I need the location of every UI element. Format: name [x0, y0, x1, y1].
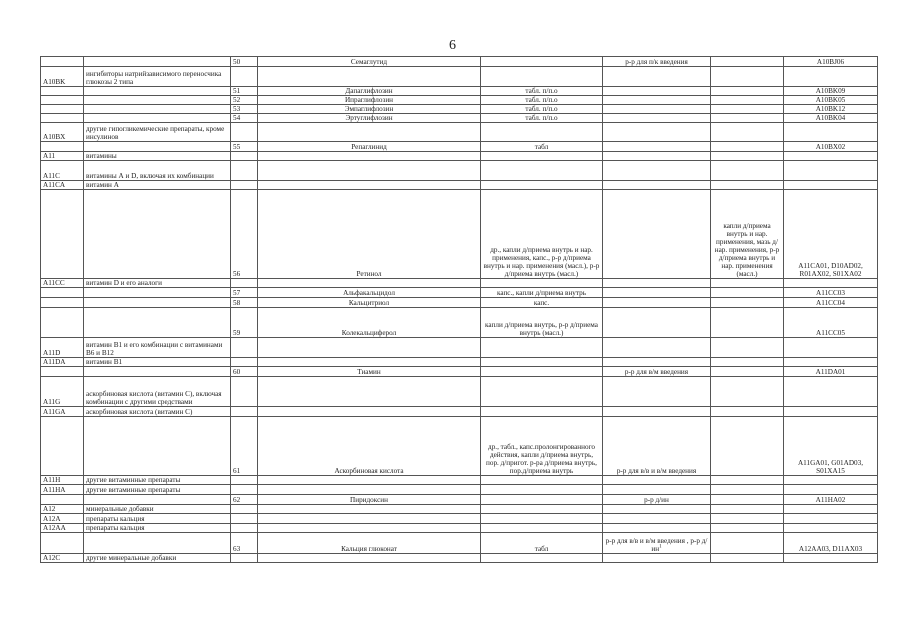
row-number-cell: 56	[231, 190, 258, 279]
drug-name-cell: Аскорбиновая кислота	[258, 417, 481, 476]
dosage-forms-cell: капли д/приема внутрь, р-р д/приема внутрь (масл.)	[481, 308, 603, 338]
atc-code-cell	[784, 505, 878, 514]
atc-group-code-cell: A11HA	[41, 485, 84, 495]
injection-forms-cell	[603, 123, 711, 142]
table-row	[41, 495, 878, 505]
atc-code-cell	[784, 377, 878, 407]
row-number-cell: 61	[231, 417, 258, 476]
group-name-cell	[84, 288, 231, 298]
table-row	[41, 377, 878, 407]
drug-name-cell	[258, 67, 481, 87]
atc-group-code-cell	[41, 190, 84, 279]
topical-forms-cell	[711, 554, 784, 563]
group-name-cell: ингибиторы натрийзависимого переносчика глюкозы 2 типа	[84, 67, 231, 87]
drug-name-cell: Кальцитриол	[258, 298, 481, 308]
group-name-cell: витамин D и его аналоги	[84, 279, 231, 288]
dosage-forms-cell	[481, 152, 603, 161]
injection-forms-cell	[603, 485, 711, 495]
dosage-forms-cell	[481, 554, 603, 563]
atc-group-code-cell: A11H	[41, 476, 84, 485]
injection-forms-cell	[603, 298, 711, 308]
dosage-forms-cell	[481, 377, 603, 407]
row-number-cell: 59	[231, 308, 258, 338]
atc-code-cell: A11CC04	[784, 298, 878, 308]
topical-forms-cell	[711, 524, 784, 533]
row-number-cell	[231, 514, 258, 524]
topical-forms-cell	[711, 407, 784, 417]
drug-name-cell	[258, 514, 481, 524]
injection-forms-cell	[603, 181, 711, 190]
atc-code-cell	[784, 161, 878, 181]
table-row	[41, 338, 878, 358]
dosage-forms-cell	[481, 279, 603, 288]
atc-group-code-cell: A10BK	[41, 67, 84, 87]
injection-forms-cell	[603, 161, 711, 181]
table-row	[41, 308, 878, 338]
group-name-cell: витамины А и D, включая их комбинации	[84, 161, 231, 181]
injection-forms-cell	[603, 407, 711, 417]
dosage-forms-cell: др., капли д/приема внутрь и нар. применения, капс., р-р д/приема внутрь и нар. применения (масл.), р-р д/приема внутрь (масл.)	[481, 190, 603, 279]
dosage-forms-cell	[481, 358, 603, 367]
atc-group-code-cell	[41, 57, 84, 67]
injection-forms-cell: р-р для п/к введения	[603, 57, 711, 67]
group-name-cell: аскорбиновая кислота (витамин С), включая комбинации с другими средствами	[84, 377, 231, 407]
topical-forms-cell	[711, 308, 784, 338]
atc-code-cell	[784, 485, 878, 495]
table-row	[41, 533, 878, 554]
row-number-cell	[231, 505, 258, 514]
table-row	[41, 505, 878, 514]
atc-group-code-cell: A11C	[41, 161, 84, 181]
atc-group-code-cell	[41, 105, 84, 114]
drug-name-cell: Эмпаглифлозин	[258, 105, 481, 114]
topical-forms-cell	[711, 417, 784, 476]
topical-forms-cell	[711, 123, 784, 142]
topical-forms-cell	[711, 57, 784, 67]
atc-group-code-cell: A11DA	[41, 358, 84, 367]
dosage-forms-cell	[481, 505, 603, 514]
group-name-cell	[84, 142, 231, 152]
table-row	[41, 152, 878, 161]
group-name-cell	[84, 190, 231, 279]
topical-forms-cell	[711, 67, 784, 87]
drug-name-cell: Репаглинид	[258, 142, 481, 152]
injection-forms-cell	[603, 476, 711, 485]
row-number-cell: 53	[231, 105, 258, 114]
row-number-cell	[231, 67, 258, 87]
row-number-cell	[231, 181, 258, 190]
atc-group-code-cell	[41, 114, 84, 123]
injection-forms-cell	[603, 288, 711, 298]
table-row	[41, 524, 878, 533]
atc-code-cell	[784, 152, 878, 161]
dosage-forms-cell: табл. п/п.о	[481, 87, 603, 96]
drug-name-cell	[258, 161, 481, 181]
row-number-cell	[231, 161, 258, 181]
drug-name-cell	[258, 338, 481, 358]
table-row	[41, 105, 878, 114]
injection-forms-cell: р-р д/ин	[603, 495, 711, 505]
row-number-cell: 57	[231, 288, 258, 298]
atc-group-code-cell: A11CC	[41, 279, 84, 288]
drug-name-cell: Ипраглифлозин	[258, 96, 481, 105]
injection-forms-cell: р-р для в/м введения	[603, 367, 711, 377]
drug-name-cell: Семаглутид	[258, 57, 481, 67]
dosage-forms-cell: др., табл., капс.пролонгированного действия, капли д/приема внутрь, пор. д/пригот. р-ра д/приема внутрь, пор.д/приема внутрь	[481, 417, 603, 476]
injection-forms-cell	[603, 105, 711, 114]
dosage-forms-cell: табл. п/п.о	[481, 114, 603, 123]
row-number-cell	[231, 123, 258, 142]
atc-group-code-cell: A12AA	[41, 524, 84, 533]
topical-forms-cell	[711, 514, 784, 524]
atc-code-cell	[784, 407, 878, 417]
drug-name-cell: Ретинол	[258, 190, 481, 279]
table-row	[41, 407, 878, 417]
injection-forms-cell	[603, 190, 711, 279]
injection-forms-cell	[603, 96, 711, 105]
topical-forms-cell	[711, 279, 784, 288]
group-name-cell: аскорбиновая кислота (витамин С)	[84, 407, 231, 417]
atc-code-cell: A11CC05	[784, 308, 878, 338]
drug-name-cell	[258, 476, 481, 485]
drug-name-cell: Тиамин	[258, 367, 481, 377]
topical-forms-cell	[711, 96, 784, 105]
atc-group-code-cell	[41, 288, 84, 298]
row-number-cell: 62	[231, 495, 258, 505]
table-row	[41, 367, 878, 377]
injection-forms-cell	[603, 87, 711, 96]
group-name-cell: другие витаминные препараты	[84, 476, 231, 485]
atc-code-cell: A10BX02	[784, 142, 878, 152]
table-row	[41, 298, 878, 308]
row-number-cell: 58	[231, 298, 258, 308]
atc-group-code-cell	[41, 495, 84, 505]
topical-forms-cell	[711, 298, 784, 308]
injection-forms-cell	[603, 377, 711, 407]
drug-name-cell	[258, 181, 481, 190]
table-row	[41, 87, 878, 96]
topical-forms-cell	[711, 495, 784, 505]
drug-table	[40, 56, 878, 563]
drug-name-cell: Альфакальцидол	[258, 288, 481, 298]
dosage-forms-cell	[481, 367, 603, 377]
row-number-cell	[231, 554, 258, 563]
atc-group-code-cell	[41, 298, 84, 308]
atc-code-cell	[784, 514, 878, 524]
group-name-cell	[84, 533, 231, 554]
row-number-cell	[231, 377, 258, 407]
dosage-forms-cell	[481, 514, 603, 524]
group-name-cell: другие минеральные добавки	[84, 554, 231, 563]
drug-name-cell	[258, 358, 481, 367]
table-row	[41, 114, 878, 123]
atc-code-cell	[784, 67, 878, 87]
topical-forms-cell	[711, 476, 784, 485]
drug-name-cell: Колекальциферол	[258, 308, 481, 338]
group-name-cell	[84, 308, 231, 338]
atc-code-cell: A12AA03, D11AX03	[784, 533, 878, 554]
topical-forms-cell	[711, 152, 784, 161]
topical-forms-cell	[711, 505, 784, 514]
topical-forms-cell	[711, 367, 784, 377]
group-name-cell: витамин А	[84, 181, 231, 190]
table-row	[41, 181, 878, 190]
table-row	[41, 96, 878, 105]
group-name-cell	[84, 87, 231, 96]
atc-code-cell: A11GA01, G01AD03, S01XA15	[784, 417, 878, 476]
atc-code-cell	[784, 338, 878, 358]
table-row	[41, 514, 878, 524]
topical-forms-cell	[711, 485, 784, 495]
atc-group-code-cell: A12A	[41, 514, 84, 524]
atc-code-cell: A10BK04	[784, 114, 878, 123]
topical-forms-cell	[711, 533, 784, 554]
row-number-cell: 54	[231, 114, 258, 123]
group-name-cell	[84, 417, 231, 476]
atc-code-cell	[784, 554, 878, 563]
injection-forms-cell: р-р для в/в и в/м введения	[603, 417, 711, 476]
atc-code-cell	[784, 279, 878, 288]
atc-group-code-cell	[41, 367, 84, 377]
topical-forms-cell	[711, 142, 784, 152]
topical-forms-cell	[711, 377, 784, 407]
atc-group-code-cell: A11	[41, 152, 84, 161]
atc-group-code-cell	[41, 417, 84, 476]
table-row	[41, 476, 878, 485]
row-number-cell	[231, 407, 258, 417]
dosage-forms-cell	[481, 57, 603, 67]
row-number-cell: 55	[231, 142, 258, 152]
row-number-cell: 60	[231, 367, 258, 377]
dosage-forms-cell	[481, 495, 603, 505]
injection-forms-cell	[603, 358, 711, 367]
table-row	[41, 67, 878, 87]
group-name-cell: другие витаминные препараты	[84, 485, 231, 495]
atc-group-code-cell	[41, 96, 84, 105]
dosage-forms-cell	[481, 161, 603, 181]
footnote-marker: 1	[659, 544, 662, 550]
topical-forms-cell	[711, 288, 784, 298]
drug-name-cell	[258, 377, 481, 407]
injection-forms-cell: р-р для в/в и в/м введения , р-р $д/ин^1$	[603, 533, 711, 554]
group-name-cell	[84, 114, 231, 123]
injection-forms-cell	[603, 338, 711, 358]
row-number-cell: 52	[231, 96, 258, 105]
drug-name-cell	[258, 505, 481, 514]
page-number: 6	[449, 38, 456, 53]
topical-forms-cell	[711, 181, 784, 190]
drug-name-cell	[258, 554, 481, 563]
injection-forms-cell	[603, 514, 711, 524]
row-number-cell	[231, 485, 258, 495]
dosage-forms-cell: капс., капли д/приема внутрь	[481, 288, 603, 298]
table-row	[41, 288, 878, 298]
atc-code-cell: A11HA02	[784, 495, 878, 505]
drug-name-cell: Эртуглифлозин	[258, 114, 481, 123]
atc-code-cell	[784, 476, 878, 485]
atc-code-cell: A11CA01, D10AD02, R01AX02, S01XA02	[784, 190, 878, 279]
atc-group-code-cell: A12	[41, 505, 84, 514]
atc-group-code-cell	[41, 533, 84, 554]
dosage-forms-cell	[481, 407, 603, 417]
row-number-cell	[231, 152, 258, 161]
group-name-cell: препараты кальция	[84, 524, 231, 533]
injection-forms-cell	[603, 279, 711, 288]
drug-name-cell	[258, 279, 481, 288]
dosage-forms-cell: табл	[481, 142, 603, 152]
table-row	[41, 485, 878, 495]
table-row	[41, 142, 878, 152]
atc-group-code-cell: A10BX	[41, 123, 84, 142]
row-number-cell	[231, 524, 258, 533]
drug-name-cell: Дапаглифлозин	[258, 87, 481, 96]
drug-name-cell	[258, 407, 481, 417]
atc-group-code-cell: A11CA	[41, 181, 84, 190]
injection-forms-cell	[603, 114, 711, 123]
row-number-cell: 63	[231, 533, 258, 554]
table-body	[41, 57, 878, 563]
group-name-cell	[84, 298, 231, 308]
atc-code-cell: A11DA01	[784, 367, 878, 377]
atc-code-cell	[784, 358, 878, 367]
group-name-cell: витамины	[84, 152, 231, 161]
row-number-cell	[231, 338, 258, 358]
injection-forms-cell	[603, 67, 711, 87]
row-number-cell	[231, 279, 258, 288]
group-name-cell	[84, 57, 231, 67]
table-row	[41, 190, 878, 279]
topical-forms-cell	[711, 161, 784, 181]
drug-name-cell	[258, 123, 481, 142]
atc-code-cell	[784, 123, 878, 142]
topical-forms-cell	[711, 105, 784, 114]
group-name-cell	[84, 367, 231, 377]
group-name-cell: витамин В1 и его комбинации с витаминами В6 и В12	[84, 338, 231, 358]
atc-group-code-cell: A12C	[41, 554, 84, 563]
table-row	[41, 554, 878, 563]
group-name-cell: минеральные добавки	[84, 505, 231, 514]
table-row	[41, 279, 878, 288]
injection-forms-cell	[603, 152, 711, 161]
group-name-cell	[84, 96, 231, 105]
dosage-forms-cell: табл	[481, 533, 603, 554]
row-number-cell	[231, 358, 258, 367]
injection-forms-cell	[603, 524, 711, 533]
drug-name-cell	[258, 524, 481, 533]
topical-forms-cell: капли д/приема внутрь и нар. применения, мазь д/нар. применения, р-р д/приема внутрь и нар. применения (масл.)	[711, 190, 784, 279]
dosage-forms-cell: табл. п/п.о	[481, 96, 603, 105]
atc-code-cell: A10BK09	[784, 87, 878, 96]
drug-name-cell: Кальция глюконат	[258, 533, 481, 554]
atc-code-cell: A11CC03	[784, 288, 878, 298]
atc-code-cell: A10BJ06	[784, 57, 878, 67]
group-name-cell: другие гипогликемические препараты, кроме инсулинов	[84, 123, 231, 142]
row-number-cell: 50	[231, 57, 258, 67]
table-row	[41, 161, 878, 181]
injection-forms-cell	[603, 505, 711, 514]
dosage-forms-cell	[481, 181, 603, 190]
table-row	[41, 358, 878, 367]
group-name-cell: витамин В1	[84, 358, 231, 367]
table-row	[41, 417, 878, 476]
atc-group-code-cell: A11D	[41, 338, 84, 358]
group-name-cell	[84, 105, 231, 114]
row-number-cell	[231, 476, 258, 485]
dosage-forms-cell	[481, 123, 603, 142]
atc-code-cell	[784, 181, 878, 190]
injection-forms-cell	[603, 142, 711, 152]
drug-name-cell	[258, 485, 481, 495]
dosage-forms-cell	[481, 338, 603, 358]
dosage-forms-cell	[481, 67, 603, 87]
dosage-forms-cell: капс.	[481, 298, 603, 308]
atc-code-cell: A10BK12	[784, 105, 878, 114]
topical-forms-cell	[711, 338, 784, 358]
group-name-cell	[84, 495, 231, 505]
dosage-forms-cell	[481, 524, 603, 533]
atc-group-code-cell: A11G	[41, 377, 84, 407]
group-name-cell: препараты кальция	[84, 514, 231, 524]
atc-group-code-cell	[41, 142, 84, 152]
atc-group-code-cell	[41, 308, 84, 338]
table-row	[41, 123, 878, 142]
table-row	[41, 57, 878, 67]
injection-forms-cell	[603, 308, 711, 338]
drug-name-cell	[258, 152, 481, 161]
topical-forms-cell	[711, 114, 784, 123]
row-number-cell: 51	[231, 87, 258, 96]
dosage-forms-cell	[481, 476, 603, 485]
atc-code-cell: A10BK05	[784, 96, 878, 105]
atc-group-code-cell: A11GA	[41, 407, 84, 417]
topical-forms-cell	[711, 87, 784, 96]
atc-code-cell	[784, 524, 878, 533]
injection-forms-cell	[603, 554, 711, 563]
topical-forms-cell	[711, 358, 784, 367]
dosage-forms-cell: табл. п/п.о	[481, 105, 603, 114]
dosage-forms-cell	[481, 485, 603, 495]
atc-group-code-cell	[41, 87, 84, 96]
drug-name-cell: Пиридоксин	[258, 495, 481, 505]
